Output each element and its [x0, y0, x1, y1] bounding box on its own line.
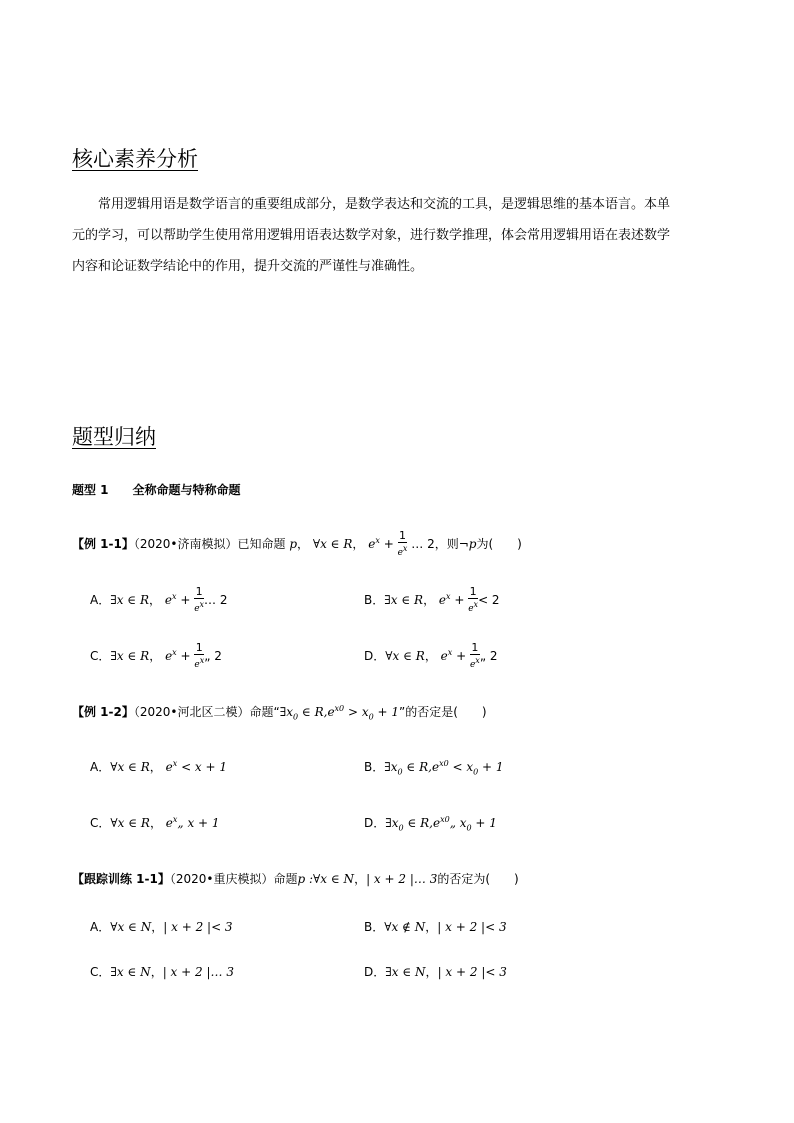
option-quantifier: ∃x ∈ R — [110, 593, 150, 607]
option-b[interactable]: B．∀x ∉ N，| x + 2 |< 3 — [364, 920, 507, 934]
separator: ， — [149, 593, 162, 607]
option-b[interactable]: B．∃x ∈ R， $e^x$ + $\frac{1}{e^x}$ < 2 — [364, 585, 500, 614]
fraction: $\frac{1}{e^x}$ — [469, 641, 480, 670]
option-expr: $e^x$ — [438, 592, 451, 607]
plus-sign: + — [383, 537, 394, 551]
option-expr: $e^x$ — [440, 648, 453, 663]
separator: ， — [423, 593, 436, 607]
type-heading: 题型 1 全称命题与特称命题 — [72, 483, 241, 497]
option-c[interactable]: C．∃x ∈ N，| x + 2 |… 3 — [90, 965, 234, 979]
paragraph-line: 元的学习，可以帮助学生使用常用逻辑用语表达数学对象，进行数学推理，体会常用逻辑用语在表述数学 — [72, 228, 671, 243]
question-tail: ，则¬ — [434, 537, 469, 551]
option-d[interactable]: D．$\exists x_0$ ∈ $R,e^{x0}„$ $x_0 + 1$ — [364, 815, 497, 833]
practice-source: （2020•重庆模拟）命题 — [169, 872, 298, 886]
option-expr: $e^x$ — [164, 592, 177, 607]
option-relation: < 2 — [478, 593, 500, 607]
example-source: （2020•河北区二模）命题“ — [133, 705, 280, 719]
option-label: B． — [364, 593, 385, 607]
option-relation: „ 2 — [204, 649, 222, 663]
section-heading-core-literacy: 核心素养分析 — [72, 147, 198, 171]
option-c[interactable]: C．∀x ∈ R， $e^x„$ x + 1 — [90, 815, 220, 830]
option-d[interactable]: D．∃x ∈ N，| x + 2 |< 3 — [364, 965, 507, 979]
option-a[interactable]: A．∃x ∈ R， $e^x$ + $\frac{1}{e^x}$ … 2 — [90, 585, 228, 614]
section-heading-question-types: 题型归纳 — [72, 425, 156, 449]
example-1-2-question: 【例 1-2】（2020•河北区二模）命题“$\exists x_0$ ∈ $R,e^{x0} > x_0 + 1$”的否定是( ) — [72, 704, 487, 722]
fraction: $\frac{1}{e^x}$ — [194, 585, 205, 614]
option-b[interactable]: B．$\exists x_0$ ∈ $R,e^{x0} < x_0 + 1$ — [364, 759, 504, 777]
paragraph-line: 内容和论证数学结论中的作用，提升交流的严谨性与准确性。 — [72, 259, 424, 274]
fraction: $\frac{1}{e^x}$ — [194, 641, 205, 670]
practice-tag: 【跟踪训练 1-1】 — [72, 872, 170, 886]
option-label: A． — [90, 593, 111, 607]
separator: ， — [352, 537, 365, 551]
fraction: $\frac{1}{e^x}$ — [468, 585, 479, 614]
proposition-p: p — [289, 537, 297, 551]
practice-1-1-question: 【跟踪训练 1-1】（2020•重庆模拟）命题p :∀x ∈ N，| x + 2 |… 3的否定为( ) — [72, 872, 519, 886]
example-tag: 【例 1-1】 — [72, 537, 134, 551]
option-c[interactable]: C．∃x ∈ R， $e^x$ + $\frac{1}{e^x}$ „ 2 — [90, 641, 222, 670]
option-relation: „ 2 — [479, 649, 498, 663]
question-tail: ”的否定是( ) — [399, 705, 487, 719]
option-label: C． — [90, 649, 111, 663]
example-1-1-question — [72, 530, 522, 559]
core-literacy-paragraph — [72, 189, 732, 282]
paragraph-line: 常用逻辑用语是数学语言的重要组成部分，是数学表达和交流的工具，是逻辑思维的基本语言。本单 — [98, 197, 671, 212]
relation: … 2 — [411, 537, 435, 551]
option-a[interactable]: A．∀x ∈ N，| x + 2 |< 3 — [90, 920, 233, 934]
option-quantifier: ∀x ∈ R — [385, 649, 425, 663]
option-relation: … 2 — [204, 593, 228, 607]
question-end: 为( ) — [476, 537, 522, 551]
option-quantifier: ∃x ∈ R — [384, 593, 424, 607]
separator: ， — [149, 649, 162, 663]
expr-exponent: x — [375, 536, 380, 545]
example-tag: 【例 1-2】 — [72, 705, 134, 719]
proposition-p: p — [468, 537, 477, 551]
option-expr: $e^x$ — [165, 648, 177, 663]
option-a[interactable]: A．∀x ∈ R， $e^x < x + 1$ — [90, 759, 228, 774]
forall-clause: ∀x ∈ R — [312, 537, 353, 551]
fraction-denominator: $e^x$ — [397, 544, 408, 558]
separator: ， — [424, 649, 437, 663]
expr-base: e — [368, 537, 376, 551]
fraction — [398, 530, 408, 559]
option-d[interactable]: D．∀x ∈ R， $e^x$ + $\frac{1}{e^x}$ „ 2 — [364, 641, 498, 670]
example-source: （2020•济南模拟）已知命题 — [133, 537, 286, 551]
option-quantifier: ∃x ∈ R — [110, 649, 150, 663]
option-label: D． — [364, 649, 386, 663]
separator: ， — [297, 537, 310, 551]
fraction-numerator: 1 — [399, 529, 407, 542]
